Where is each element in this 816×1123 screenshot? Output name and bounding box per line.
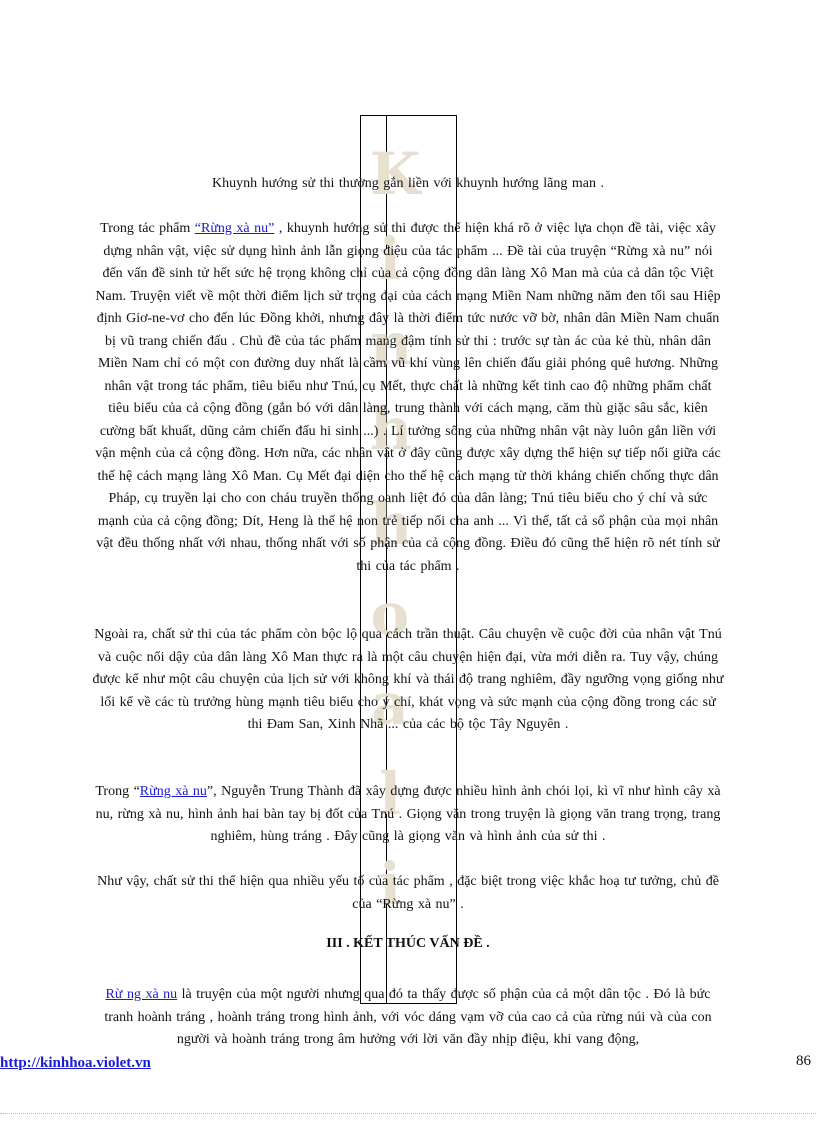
watermark-glyph: h: [370, 490, 413, 558]
work-title-link[interactable]: Rừng xà nu: [139, 784, 207, 799]
watermark-glyph: i: [378, 850, 402, 918]
paragraph-epic-tendency: [92, 218, 724, 578]
watermark-glyph: a: [371, 670, 409, 738]
watermark-glyph: n: [370, 310, 413, 378]
footer-url-link[interactable]: http://kinhhoa.violet.vn: [0, 1055, 151, 1071]
work-title-link[interactable]: Rừ ng xà nu: [105, 987, 178, 1002]
paragraph-text: Trong tác phẩm: [100, 221, 195, 236]
paragraph-intro: Khuynh hướng sử thi thường gắn liền với khuynh hướng lãng man .: [212, 176, 604, 191]
paragraph-text: là truyện của một người nhưng qua đó ta thấy được số phận của cả một dân tộc . Đó là bức tranh hoành tráng , hoành tráng trong hình ảnh, với vóc dáng vạm vỡ của cao cả của rừng núi và của con người và hoành tráng trong âm hưởng với lời văn đầy nhịp điệu, khi vang động,: [104, 987, 712, 1047]
paragraph-conclusion: Như vậy, chất sử thi thể hiện qua nhiều yếu tố của tác phẩm , đặc biệt trong việc khắc hoạ tư tưởng, chủ đề của “Rừng xà nu” .: [97, 874, 719, 912]
paragraph-narration: Ngoài ra, chất sử thi của tác phẩm còn bộc lộ qua cách trần thuật. Câu chuyện về cuộc đời của nhân vật Tnú và cuộc nổi dậy của dân làng Xô Man thực ra là một câu chuyện hiện đại, vừa mới diễn ra. Tuy vậy, chúng được kể như một câu chuyện của lịch sử với không khí và thái độ trang nghiêm, đầy ngưỡng vọng giống như lối kể về các tù trưởng hùng mạnh tiêu biểu cho ý chí, khát vọng và sức mạnh của cộng đồng trong các sử thi Đam San, Xinh Nhã ... của các bộ tộc Tây Nguyên .: [92, 627, 724, 732]
watermark-glyph: K: [370, 140, 421, 208]
paragraph-ending: [92, 984, 724, 1052]
paragraph-imagery: [92, 781, 724, 849]
work-title-link[interactable]: “Rừng xà nu”: [194, 221, 275, 236]
section-heading: III . KẾT THÚC VẤN ĐỀ .: [326, 936, 490, 951]
paragraph-text: ”, Nguyễn Trung Thành đã xây dựng được nhiều hình ảnh chói lọi, kì vĩ như hình cây xà nu, rừng xà nu, hình ảnh hai bàn tay bị đốt của Tnú . Giọng văn trong truyện là giọng văn trang trọng, trang nghiêm, hùng tráng . Đây cũng là giọng văn và hình ảnh của sử thi .: [95, 784, 721, 844]
page-number: 86: [796, 1053, 811, 1069]
paragraph-text: Trong “: [95, 784, 140, 799]
paragraph-text: , khuynh hướng sử thi được thể hiện khá rõ ở việc lựa chọn đề tài, việc xây dựng nhân vật, việc sử dụng hình ảnh lẫn giọng điệu của tác phẩm ... Đề tài của truyện “Rừng xà nu” nói đến vấn đề sinh tử hết sức hệ trọng không chỉ của cả cộng đồng dân làng Xô Man mà của cả dân tộc Việt Nam. Truyện viết về một thời điểm lịch sử trọng đại của cách mạng Miền Nam những năm đen tối sau Hiệp định Giơ-ne-vơ cho đến lúc Đồng khởi, nhưng đây là thời điểm tức nước vỡ bờ, nhân dân Miền Nam chuẩn bị vũ trang chiến đấu . Chủ đề của tác phẩm mang đậm tính sử thi : trước sự tàn ác của kẻ thù, nhân dân Miền Nam chỉ có một con đường duy nhất là cầm vũ khí vùng lên chiến đấu giải phóng quê hương. Những nhân vật trong tác phẩm, tiêu biểu như Tnú, cụ Mết, thực chất là những kết tinh cao độ những phẩm chất tiêu biểu của cả cộng đồng (gắn bó với dân làng, trung thành với cách mạng, căm thù giặc sâu sắc, kiên cường bất khuất, dũng cảm chiến đấu hi sinh ...) . Lí tưởng sống của những nhân vật này luôn gắn liền với vận mệnh của cả cộng đồng. Hơn nữa, các nhân vật ở đây cũng được xây dựng thể hiện sự tiếp nối giữa các thế hệ cách mạng làng Xô Man. Cụ Mết đại diện cho thế hệ cách mạng từ thời kháng chiến chống thực dân Pháp, cụ truyền lại cho con cháu truyền thống oanh liệt đó của dân làng; Tnú tiêu biểu cho ý chí và sức mạnh của cả cộng đồng; Dít, Heng là thế hệ non trẻ tiếp nối cha anh ... Vì thế, tất cả số phận của mọi nhân vật đều thống nhất với nhau, thống nhất với số phận của cả cộng đồng. Điều đó cũng thể hiện rõ nét tính sử thi của tác phẩm .: [95, 221, 721, 574]
watermark-glyph: h: [370, 395, 413, 463]
watermark-glyph: l: [378, 760, 402, 828]
watermark-glyph: o: [370, 580, 410, 648]
footer-divider: [0, 1113, 816, 1114]
watermark-glyph: i: [378, 225, 402, 293]
